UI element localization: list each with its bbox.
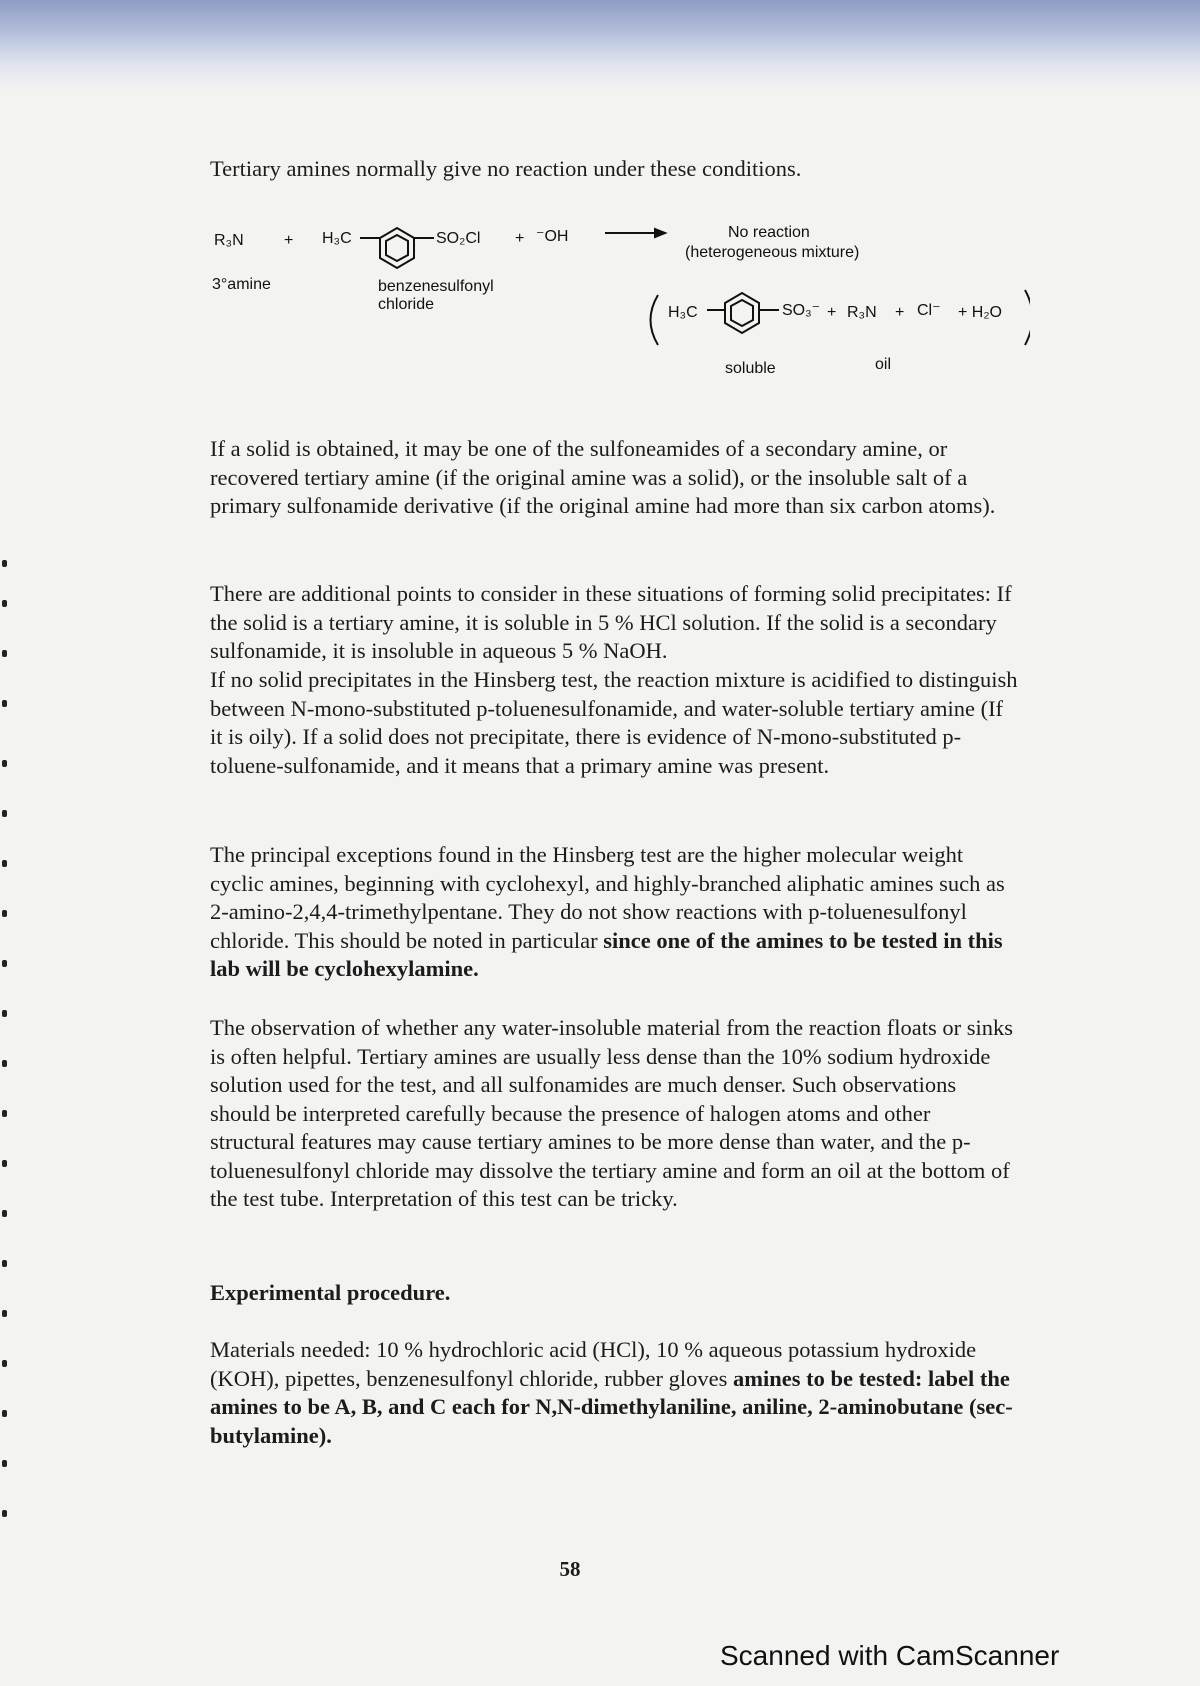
intro-paragraph: Tertiary amines normally give no reaction under these conditions. xyxy=(210,156,802,181)
h3c-label-2: H₃C xyxy=(668,304,698,321)
materials-text: Materials needed: 10 % hydrochloric acid (HCl), 10 % aqueous potassium hydroxide (KOH), pipettes, benzenesulfonyl chloride, rubber gloves xyxy=(210,1337,977,1391)
h3c-label: H₃C xyxy=(322,230,352,247)
open-paren xyxy=(651,295,659,345)
close-paren xyxy=(1025,290,1030,345)
water-label: + H₂O xyxy=(958,304,1002,321)
benzene-ring-1 xyxy=(360,228,434,268)
exceptions-paragraph xyxy=(210,841,1020,984)
r3n-label: R₃N xyxy=(214,232,244,249)
exceptions-text: The principal exceptions found in the Hinsberg test are the higher molecular weight cyclic amines, beginning with cyclohexyl, and highly-branched aliphatic amines such as 2-amino-2,4,4-trimethylpentane. They do not show reactions with p-toluenesulfonyl chloride. This should be noted in particular xyxy=(210,842,1005,953)
materials-paragraph xyxy=(210,1336,1020,1450)
plus-3: + xyxy=(827,304,837,321)
reagent-label-2: chloride xyxy=(378,296,435,313)
hydroxide-label: ⁻OH xyxy=(536,228,569,245)
plus-1: + xyxy=(284,232,294,249)
soluble-label: soluble xyxy=(725,360,776,377)
solid-paragraph: If a solid is obtained, it may be one of the sulfoneamides of a secondary amine, or recovered tertiary amine (if the original amine was a solid), or the insoluble salt of a primary sulfonamide derivative (if the original amine had more than six carbon atoms). xyxy=(210,436,996,518)
observation-paragraph: The observation of whether any water-insoluble material from the reaction floats or sinks is often helpful. Tertiary amines are usually less dense than the 10% sodium hydroxide solution used for the test, and all sulfonamides are much denser. Such observations should be interpreted carefully because the presence of halogen atoms and other structural features may cause tertiary amines to be more dense than water, and the p-toluenesulfonyl chloride may dissolve the tertiary amine and form an oil at the bottom of the test tube. Interpretation of this test can be tricky. xyxy=(210,1015,1014,1211)
no-solid-paragraph: If no solid precipitates in the Hinsberg test, the reaction mixture is acidified to distinguish between N-mono-substituted p-toluenesulfonamide, and water-soluble tertiary amine (If it is oily). If a solid does not precipitate, there is evidence of N-mono-substituted p-toluene-sulfonamide, and it means that a primary amine was present. xyxy=(210,667,1018,778)
additional-points-paragraph: There are additional points to consider in these situations of forming solid precipitates: If the solid is a tertiary amine, it is soluble in 5 % HCl solution. If the solid is a secondary sulfonamide, it is insoluble in aqueous 5 % NaOH. xyxy=(210,581,1012,663)
page-number: 58 xyxy=(559,1557,581,1581)
benzene-ring-2 xyxy=(707,293,779,333)
procedure-heading: Experimental procedure. xyxy=(210,1280,451,1305)
reaction-scheme xyxy=(210,200,1030,390)
r3n-label-2: R₃N xyxy=(847,304,877,321)
so3-label: SO₃⁻ xyxy=(782,302,821,319)
plus-4: + xyxy=(895,304,905,321)
exceptions-bold-text: since one of the amines to be tested in this lab will be cyclohexylamine. xyxy=(210,927,1003,981)
amine-label: 3°amine xyxy=(212,276,271,293)
heterogeneous-label: (heterogeneous mixture) xyxy=(685,244,860,261)
reagent-label-1: benzenesulfonyl xyxy=(378,278,494,295)
chloride-label: Cl⁻ xyxy=(917,302,941,319)
camscanner-watermark: Scanned with CamScanner xyxy=(720,1640,1060,1671)
reaction-arrow xyxy=(605,229,665,237)
so2cl-label: SO₂Cl xyxy=(436,230,481,247)
materials-bold-text: amines to be tested: label the amines to be A, B, and C each for N,N-dimethylaniline, aniline, 2-aminobutane (sec-butylamine). xyxy=(210,1365,1013,1448)
plus-2: + xyxy=(515,230,525,247)
no-reaction-label: No reaction xyxy=(728,224,810,241)
oil-label: oil xyxy=(875,356,892,373)
